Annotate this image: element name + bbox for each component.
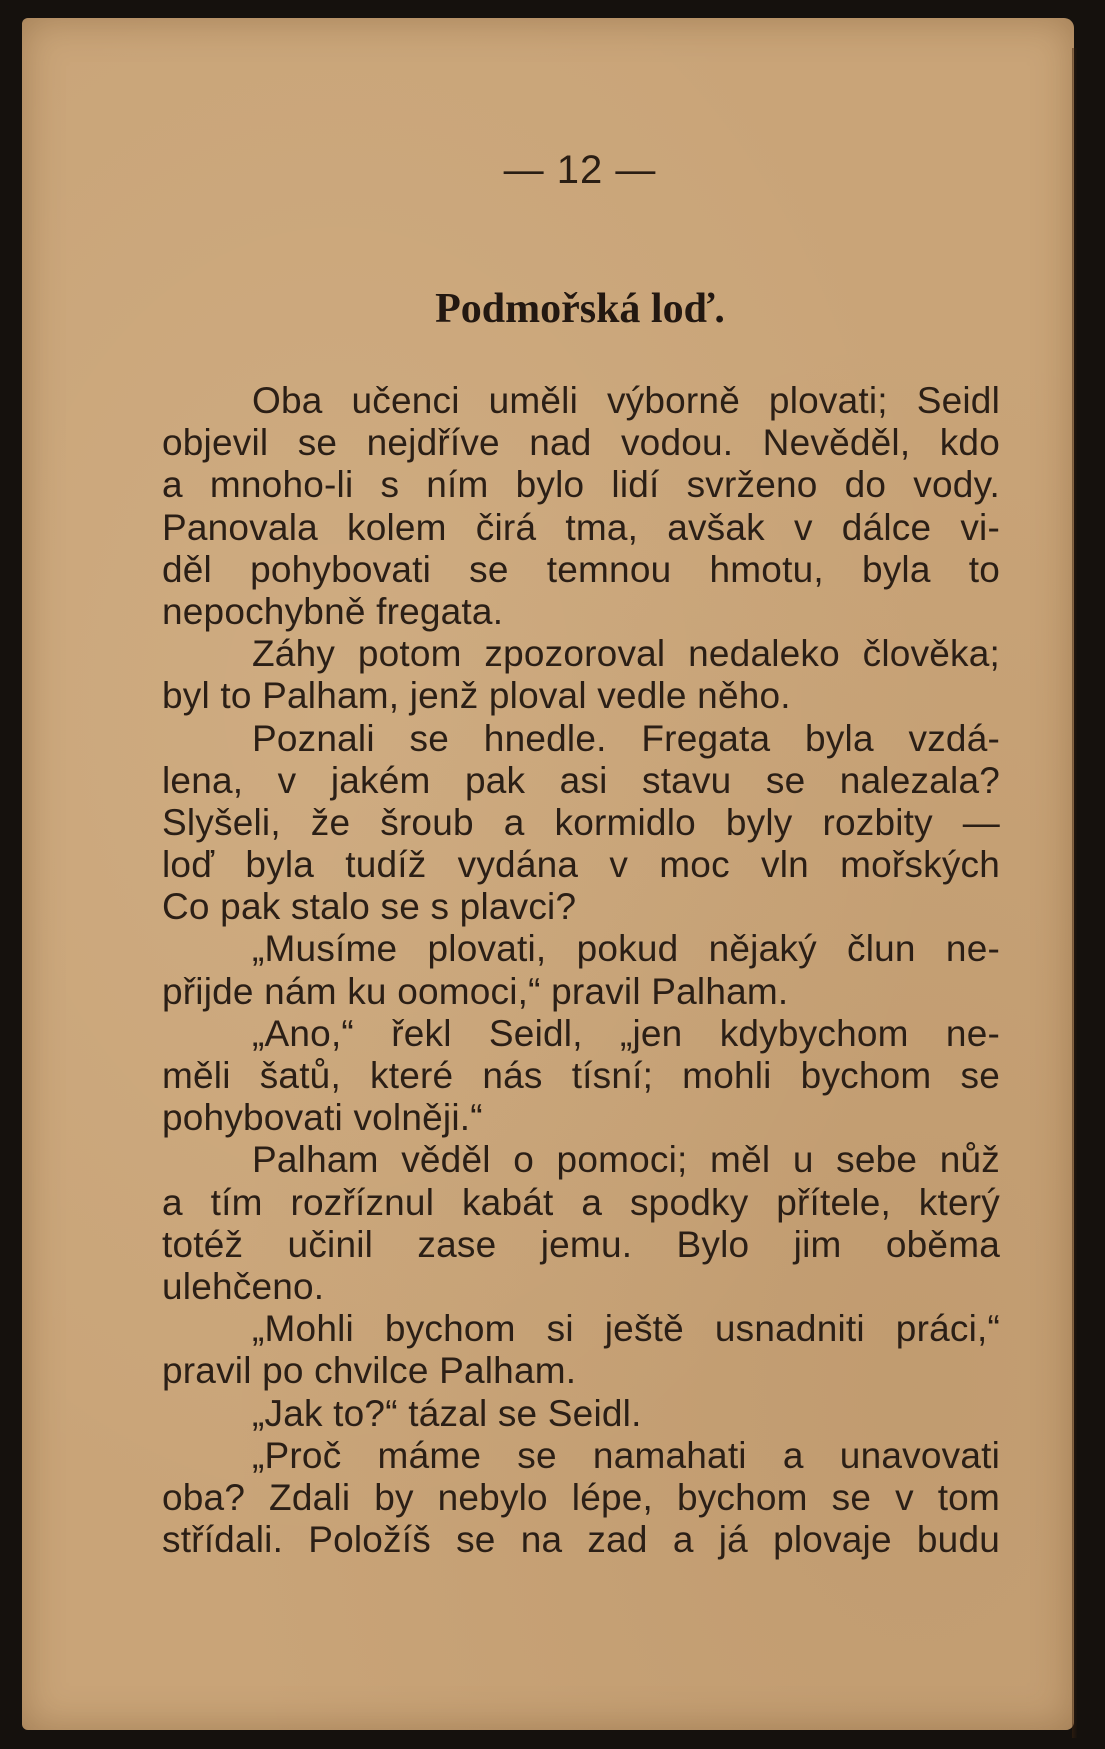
text-line: Poznali se hnedle. Fregata byla vzdá-: [252, 717, 1000, 759]
text-line: Palham věděl o pomoci; měl u sebe nůž: [252, 1139, 1000, 1181]
text-line: loď byla tudíž vydána v moc vln mořských: [162, 844, 1000, 886]
text-line: a mnoho-li s ním bylo lidí svrženo do vody.: [162, 464, 1000, 506]
page-number: — 12 —: [503, 148, 657, 192]
text-line: a tím rozříznul kabát a spodky přítele, který: [162, 1181, 1000, 1223]
text-line: Panovala kolem čirá tma, avšak v dálce vi-: [162, 506, 1000, 548]
text-line: pohybovati volněji.“: [162, 1097, 483, 1139]
text-line: Co pak stalo se s plavci?: [162, 886, 577, 928]
text-line: pravil po chvilce Palham.: [162, 1350, 577, 1392]
text-line: „Ano,“ řekl Seidl, „jen kdybychom ne-: [252, 1012, 1000, 1054]
text-line: měli šatů, které nás tísní; mohli bychom se: [162, 1055, 1000, 1096]
text-line: Záhy potom zpozoroval nedaleko člověka;: [252, 633, 1000, 675]
text-line: nepochybně fregata.: [162, 590, 504, 632]
text-line: střídali. Položíš se na zad a já plovaje budu: [162, 1519, 1000, 1561]
text-line: „Mohli bychom si ještě usnadniti práci,“: [252, 1308, 1000, 1350]
text-line: Oba učenci uměli výborně plovati; Seidl: [252, 380, 1000, 421]
text-line: „Proč máme se namahati a unavovati: [252, 1434, 1000, 1476]
text-line: „Musíme plovati, pokud nějaký člun ne-: [252, 928, 1000, 970]
text-line: přijde nám ku oomoci,“ pravil Palham.: [162, 970, 789, 1012]
text-line: ulehčeno.: [162, 1265, 325, 1307]
text-line: byl to Palham, jenž ploval vedle něho.: [162, 675, 791, 717]
text-line: Slyšeli, že šroub a kormidlo byly rozbity —: [162, 801, 1000, 843]
text-line: „Jak to?“ tázal se Seidl.: [252, 1392, 642, 1434]
text-line: lena, v jakém pak asi stavu se nalezala?: [162, 759, 1000, 801]
text-line: objevil se nejdříve nad vodou. Nevěděl, kdo: [162, 422, 1000, 464]
body-text: [162, 380, 1000, 1561]
text-line: oba? Zdali by nebylo lépe, bychom se v tom: [162, 1476, 1000, 1518]
chapter-title: Podmořská loď.: [435, 286, 725, 332]
text-line: totéž učinil zase jemu. Bylo jim oběma: [162, 1223, 1000, 1265]
text-line: děl pohybovati se temnou hmotu, byla to: [162, 548, 1000, 590]
